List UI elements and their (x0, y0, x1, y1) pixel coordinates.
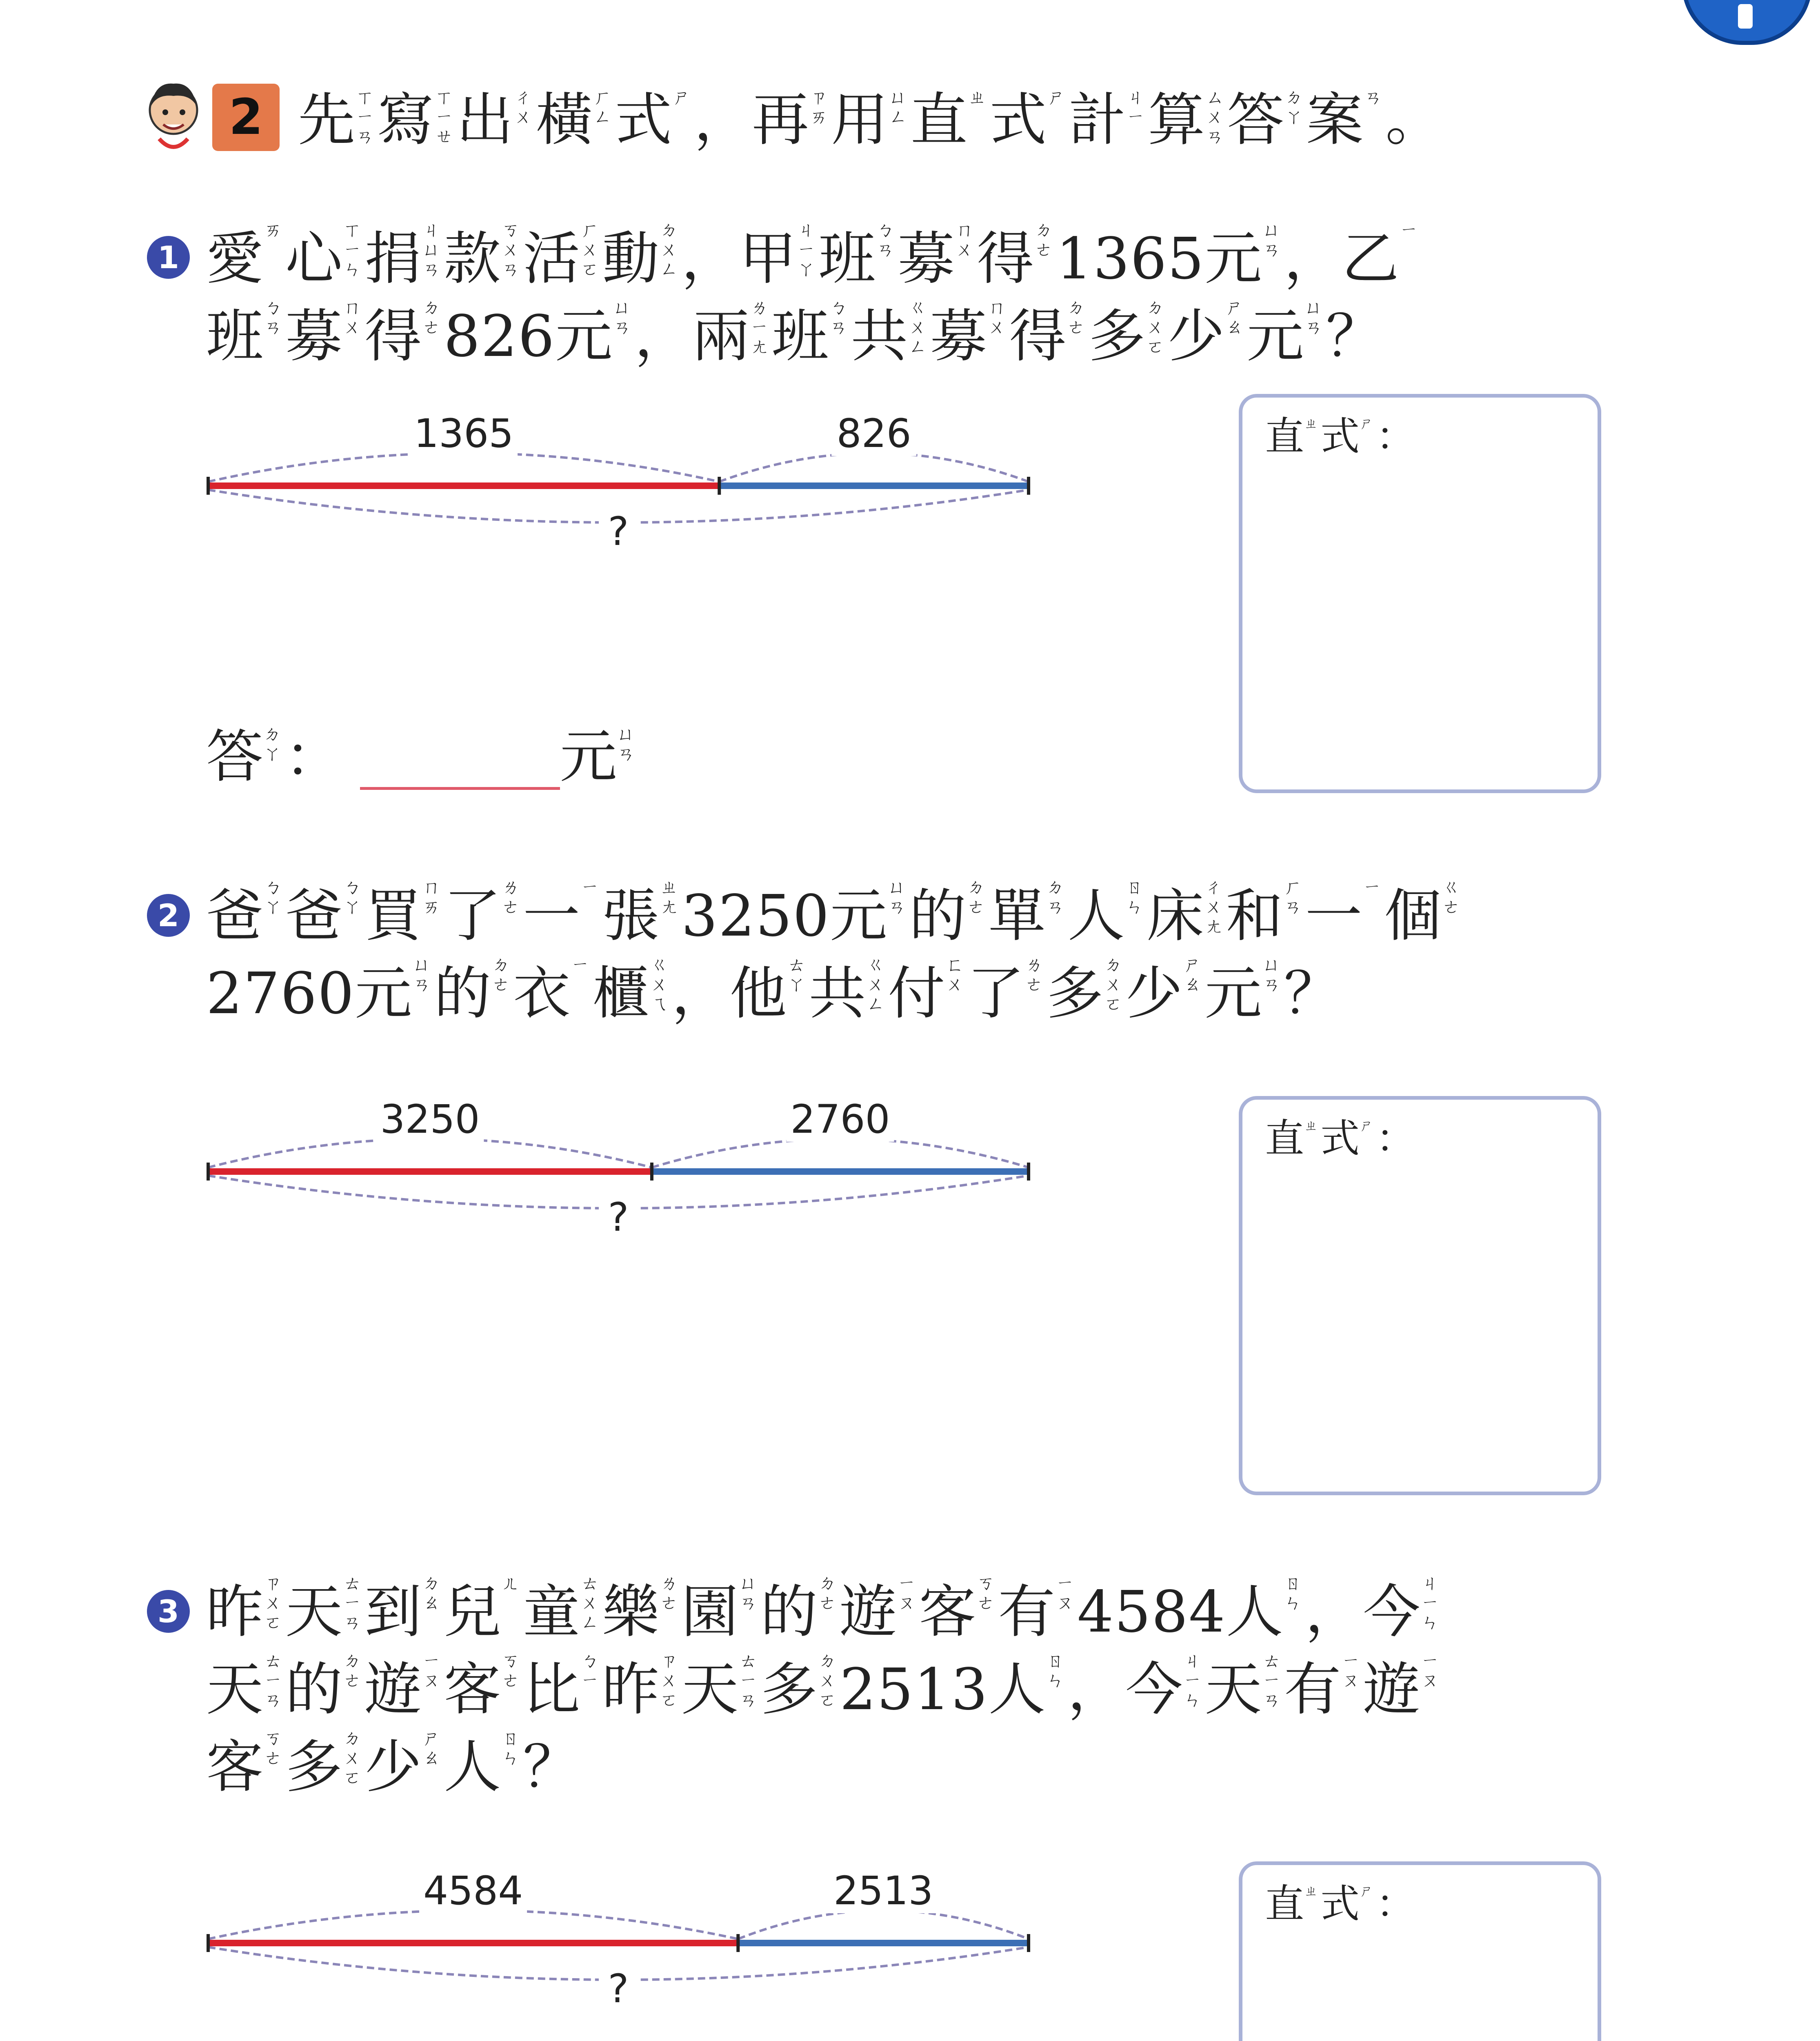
question-zhuyin: ㄉ ㄜ (967, 877, 985, 917)
work-box-colon: ： (1376, 1881, 1415, 1927)
brace-a (208, 453, 719, 482)
question-char: 園 (681, 1579, 740, 1645)
instruction-char: 出 (456, 87, 515, 153)
brace-a (208, 1910, 738, 1939)
question-char: 童 (523, 1579, 581, 1645)
question-1-answer-line (206, 725, 638, 790)
question-zhuyin: ㄧ ㄡ (1056, 1573, 1074, 1613)
question-zhuyin: ㄒ ㄧ ㄣ (343, 220, 362, 280)
answer-colon: ： (284, 724, 342, 790)
question-char: 的 (760, 1579, 819, 1645)
instruction-char: 算 (1148, 87, 1206, 153)
question-zhuyin: ㄎ ㄜ (264, 1728, 282, 1768)
work-box-label-char: 式 (1320, 1881, 1360, 1927)
question-zhuyin: ㄧ ㄡ (422, 1650, 441, 1691)
question-char: 共 (809, 960, 867, 1027)
label-part-b: 2513 (833, 1868, 933, 1914)
question-zhuyin: ㄉ ㄜ (1035, 220, 1053, 260)
question-zhuyin: ㄩ ㄢ (888, 877, 906, 917)
work-box-label (1265, 414, 1415, 459)
question-char: 的 (285, 1656, 344, 1723)
question-char: 心 (285, 226, 344, 292)
question-1-badge: 1 (147, 236, 190, 279)
teacher-avatar-icon (143, 78, 204, 155)
question-zhuyin: ㄉ ㄢ (1046, 877, 1064, 917)
question-zhuyin: ㄉ ㄨ ㄛ (818, 1650, 837, 1710)
work-box-label-zhuyin: ㄕ (1360, 1883, 1373, 1899)
question-char: ， (634, 303, 693, 370)
question-char: ？ (523, 1734, 581, 1801)
question-char: 張 (602, 883, 660, 949)
question-char: 元 (555, 303, 613, 370)
label-total: ? (608, 1966, 629, 2012)
question-char: 到 (364, 1579, 423, 1645)
work-box-label (1265, 1881, 1415, 1926)
question-char: 比 (523, 1656, 581, 1723)
brace-a (208, 1139, 652, 1167)
question-char: 元 (1204, 226, 1263, 292)
instruction-char: 用 (831, 87, 889, 153)
question-char: ， (681, 226, 740, 292)
question-char: 班 (771, 303, 830, 370)
question-zhuyin: ㄧ (571, 954, 589, 975)
question-zhuyin: ㄉ ㄨ ㄛ (1104, 954, 1122, 1014)
instruction-zhuyin: ㄏ ㄥ (593, 87, 612, 127)
question-3-text (206, 1574, 1442, 1806)
question-1-work-box[interactable] (1239, 394, 1601, 793)
question-zhuyin: ㄅ ㄢ (829, 297, 848, 338)
question-zhuyin: ㄗ ㄨ ㄛ (660, 1650, 678, 1710)
question-char: 捐 (364, 226, 423, 292)
question-char: 得 (364, 303, 423, 370)
work-box-label-zhuyin: ㄕ (1360, 1118, 1373, 1134)
question-zhuyin: ㄉ ㄜ (1067, 297, 1085, 338)
question-char: 人 (1226, 1579, 1284, 1645)
question-3-bar-diagram (200, 1857, 1057, 2029)
question-char: ？ (1284, 960, 1342, 1027)
question-zhuyin: ㄖ ㄣ (1046, 1650, 1064, 1691)
question-char: 昨 (206, 1579, 264, 1645)
question-zhuyin: ㄅ ㄢ (264, 297, 282, 338)
instruction-zhuyin: ㄓ (968, 87, 987, 108)
question-char: 和 (1226, 883, 1284, 949)
question-char: 一 (523, 883, 581, 949)
brace-b (738, 1910, 1029, 1939)
question-char: 2513 (840, 1656, 989, 1723)
question-2-text (206, 878, 1464, 1033)
corner-tab[interactable] (1682, 0, 1812, 45)
work-box-label (1265, 1116, 1415, 1161)
question-char: 多 (285, 1734, 344, 1801)
question-char: 人 (988, 1656, 1047, 1723)
question-char: 今 (1125, 1656, 1184, 1723)
question-zhuyin: ㄧ ㄡ (1342, 1650, 1360, 1691)
question-char: 元 (355, 960, 413, 1027)
question-char: 單 (988, 883, 1047, 949)
question-zhuyin: ㄏ ㄢ (1284, 877, 1302, 917)
question-zhuyin: ㄉ ㄨ ㄥ (660, 220, 678, 280)
question-char: 遊 (364, 1656, 423, 1723)
question-zhuyin: ㄖ ㄣ (1284, 1573, 1302, 1613)
question-char: 天 (1204, 1656, 1263, 1723)
question-zhuyin: ㄇ ㄨ (988, 297, 1006, 338)
question-zhuyin: ㄐ ㄩ ㄢ (422, 220, 441, 280)
question-zhuyin: ㄉ ㄜ (818, 1573, 837, 1613)
question-zhuyin: ㄖ ㄣ (502, 1728, 520, 1768)
question-char: 少 (1167, 303, 1226, 370)
question-zhuyin: ㄞ (264, 220, 282, 240)
question-zhuyin: ㄩ ㄢ (613, 297, 631, 338)
question-zhuyin: ㄓ ㄤ (660, 877, 678, 917)
instruction-zhuyin: ㄩ ㄥ (889, 87, 907, 127)
question-zhuyin: ㄩ ㄢ (1262, 954, 1281, 995)
work-box-label-zhuyin: ㄓ (1304, 416, 1318, 432)
answer-blank[interactable] (360, 738, 560, 790)
question-char: 樂 (602, 1579, 660, 1645)
question-zhuyin: ㄌ ㄧ ㄤ (750, 297, 769, 357)
question-char: 乙 (1342, 226, 1400, 292)
answer-label-zhuyin: ㄉ ㄚ (263, 724, 282, 764)
question-zhuyin: ㄎ ㄜ (977, 1573, 995, 1613)
question-zhuyin: ㄐ ㄧ ㄚ (797, 220, 816, 280)
question-zhuyin: ㄧ (581, 877, 599, 898)
instruction-char: 橫 (536, 87, 594, 153)
question-char: 款 (444, 226, 502, 292)
question-char: 2760 (206, 960, 355, 1027)
question-zhuyin: ㄉ ㄠ (422, 1573, 441, 1613)
question-3-badge: 3 (147, 1590, 190, 1633)
question-char: ， (671, 960, 730, 1027)
question-3-work-box[interactable] (1239, 1861, 1601, 2041)
instruction-zhuyin: ㄉ ㄚ (1285, 87, 1303, 127)
question-char: 826 (444, 303, 556, 370)
question-char: 班 (818, 226, 877, 292)
question-char: 床 (1147, 883, 1205, 949)
work-box-label-char: 直 (1265, 1116, 1304, 1161)
label-part-a: 4584 (423, 1868, 523, 1914)
instruction-zhuyin: ㄕ (673, 87, 691, 108)
question-char: 一 (1305, 883, 1363, 949)
question-zhuyin: ㄔ ㄨ ㄤ (1204, 877, 1223, 937)
instruction-zhuyin: ㄐ ㄧ (1127, 87, 1145, 127)
question-char: 客 (919, 1579, 977, 1645)
question-zhuyin: ㄉ ㄜ (343, 1650, 362, 1691)
question-char: 爸 (206, 883, 264, 949)
instruction-zhuyin: ㄙ ㄨ ㄢ (1206, 87, 1224, 147)
label-part-a: 1365 (413, 411, 514, 456)
question-char: 有 (998, 1579, 1056, 1645)
question-zhuyin: ㄉ ㄨ ㄛ (1146, 297, 1164, 357)
question-zhuyin: ㄈ ㄨ (946, 954, 964, 995)
question-zhuyin: ㄐ ㄧ ㄣ (1421, 1573, 1439, 1633)
question-char: 遊 (840, 1579, 898, 1645)
question-1-text (206, 220, 1421, 376)
question-char: 天 (206, 1656, 264, 1723)
instruction-zhuyin: ㄢ (1364, 87, 1382, 108)
question-zhuyin: ㄊ ㄧ ㄢ (739, 1650, 758, 1710)
question-zhuyin: ㄕ ㄠ (1183, 954, 1202, 995)
question-char: 多 (1088, 303, 1147, 370)
question-char: 3250 (681, 883, 830, 949)
answer-unit-zhuyin: ㄩ ㄢ (617, 724, 635, 764)
question-char: 客 (444, 1656, 502, 1723)
question-line (206, 1651, 1442, 1729)
instruction-zhuyin: ㄒ ㄧ ㄢ (356, 87, 374, 147)
work-box-label-zhuyin: ㄓ (1304, 1118, 1318, 1134)
question-char: 天 (681, 1656, 740, 1723)
instruction-char: 直 (910, 87, 969, 153)
instruction-char: ， (694, 87, 752, 153)
question-char: ？ (1326, 303, 1384, 370)
work-box-label-char: 直 (1265, 414, 1304, 459)
question-zhuyin: ㄅ ㄢ (876, 220, 895, 260)
answer-label: 答 (206, 724, 264, 790)
instruction-char: 式 (989, 87, 1048, 153)
question-char: 元 (1204, 960, 1263, 1027)
question-char: 少 (364, 1734, 423, 1801)
question-char: 班 (206, 303, 264, 370)
question-zhuyin: ㄩ ㄢ (1304, 297, 1323, 338)
question-2-work-box[interactable] (1239, 1096, 1601, 1495)
instruction-zhuyin: ㄕ (1047, 87, 1066, 108)
question-zhuyin: ㄧ (1400, 220, 1418, 240)
instruction-char: 計 (1069, 87, 1127, 153)
question-char: 兒 (444, 1579, 502, 1645)
question-char: 人 (1067, 883, 1126, 949)
question-zhuyin: ㄗ ㄨ ㄛ (264, 1573, 282, 1633)
work-box-label-char: 式 (1320, 414, 1360, 459)
instruction-zhuyin: ㄔ ㄨ (514, 87, 533, 127)
question-char: 爸 (285, 883, 344, 949)
question-zhuyin: ㄅ ㄚ (343, 877, 362, 917)
question-2-badge: 2 (147, 894, 190, 937)
question-char: 募 (898, 226, 956, 292)
question-char: 了 (444, 883, 502, 949)
question-zhuyin: ㄉ ㄜ (492, 954, 510, 995)
question-zhuyin: ㄌ ㄜ (660, 1573, 678, 1613)
question-char: 櫃 (592, 960, 651, 1027)
question-zhuyin: ㄏ ㄨ ㄛ (581, 220, 599, 280)
question-char: 得 (977, 226, 1035, 292)
question-zhuyin: ㄇ ㄞ (422, 877, 441, 917)
question-line (206, 220, 1421, 298)
question-zhuyin: ㄍ ㄨ ㄥ (867, 954, 885, 1014)
question-char: 動 (602, 226, 660, 292)
question-char: ， (1067, 1656, 1126, 1723)
question-zhuyin: ㄦ (502, 1573, 520, 1594)
question-char: 募 (285, 303, 344, 370)
instruction-zhuyin: ㄗ ㄞ (810, 87, 828, 127)
work-box-label-char: 直 (1265, 1881, 1304, 1927)
question-char: 愛 (206, 226, 264, 292)
question-line (206, 955, 1464, 1033)
question-zhuyin: ㄧ ㄡ (898, 1573, 916, 1613)
question-char: 遊 (1363, 1656, 1421, 1723)
label-part-a: 3250 (380, 1096, 480, 1142)
label-part-b: 826 (836, 411, 911, 456)
question-char: 付 (888, 960, 946, 1027)
question-1-bar-diagram (200, 400, 1057, 571)
instruction-char: 案 (1306, 87, 1364, 153)
work-box-label-zhuyin: ㄓ (1304, 1883, 1318, 1899)
question-zhuyin: ㄩ ㄢ (413, 954, 431, 995)
question-char: 天 (285, 1579, 344, 1645)
question-char: ， (1305, 1579, 1363, 1645)
question-char: 的 (434, 960, 492, 1027)
instruction-char: 先 (298, 87, 356, 153)
question-zhuyin: ㄌ ㄜ (502, 877, 520, 917)
question-zhuyin: ㄎ ㄨ ㄢ (502, 220, 520, 280)
work-box-label-char: 式 (1320, 1116, 1360, 1161)
question-char: ， (1284, 226, 1342, 292)
question-zhuyin: ㄊ ㄚ (787, 954, 806, 995)
question-char: 買 (364, 883, 423, 949)
question-char: 有 (1284, 1656, 1342, 1723)
question-zhuyin: ㄩ ㄢ (1262, 220, 1281, 260)
question-char: 多 (1046, 960, 1104, 1027)
instruction-char: 再 (752, 87, 810, 153)
question-char: 元 (830, 883, 888, 949)
question-zhuyin: ㄇ ㄨ (343, 297, 362, 338)
question-zhuyin: ㄉ ㄜ (422, 297, 441, 338)
label-total: ? (608, 509, 629, 554)
question-char: 衣 (513, 960, 571, 1027)
question-char: 4584 (1077, 1579, 1226, 1645)
question-zhuyin: ㄅ ㄧ (581, 1650, 599, 1691)
question-zhuyin: ㄧ (1363, 877, 1381, 898)
instruction-char: 式 (615, 87, 673, 153)
question-zhuyin: ㄇ ㄨ (956, 220, 974, 260)
question-char: 元 (1247, 303, 1305, 370)
instruction-text (298, 88, 1443, 153)
question-zhuyin: ㄩ ㄢ (739, 1573, 758, 1613)
question-zhuyin: ㄖ ㄣ (1125, 877, 1144, 917)
question-char: 人 (444, 1734, 502, 1801)
info-icon (1738, 4, 1753, 29)
question-zhuyin: ㄅ ㄚ (264, 877, 282, 917)
label-total: ? (608, 1194, 629, 1240)
question-zhuyin: ㄊ ㄧ ㄢ (1262, 1650, 1281, 1710)
question-char: 昨 (602, 1656, 660, 1723)
question-zhuyin: ㄐ ㄧ ㄣ (1183, 1650, 1202, 1710)
question-char: 得 (1009, 303, 1067, 370)
question-2-bar-diagram (200, 1086, 1057, 1257)
instruction-zhuyin: ㄒ ㄧ ㄝ (435, 87, 453, 147)
question-zhuyin: ㄍ ㄜ (1442, 877, 1460, 917)
work-box-label-zhuyin: ㄕ (1360, 416, 1373, 432)
question-char: 了 (967, 960, 1025, 1027)
instruction-char: 寫 (377, 87, 436, 153)
question-zhuyin: ㄉ ㄨ ㄛ (343, 1728, 362, 1788)
question-line (206, 298, 1421, 376)
question-line (206, 1574, 1442, 1651)
question-char: 1365 (1056, 226, 1205, 292)
question-zhuyin: ㄕ ㄠ (1225, 297, 1244, 338)
question-zhuyin: ㄧ ㄡ (1421, 1650, 1439, 1691)
question-line (206, 1729, 1442, 1806)
instruction-char: 答 (1227, 87, 1285, 153)
work-box-colon: ： (1376, 414, 1415, 459)
question-char: 甲 (739, 226, 798, 292)
question-char: 個 (1384, 883, 1442, 949)
brace-b (719, 453, 1029, 482)
section-number-badge: 2 (212, 84, 280, 151)
question-char: 多 (760, 1656, 819, 1723)
question-char: 少 (1125, 960, 1184, 1027)
question-zhuyin: ㄊ ㄧ ㄢ (264, 1650, 282, 1710)
question-line (206, 878, 1464, 955)
label-part-b: 2760 (790, 1096, 890, 1142)
question-char: 共 (851, 303, 909, 370)
question-char: 客 (206, 1734, 264, 1801)
question-char: 的 (909, 883, 967, 949)
question-char: 募 (930, 303, 988, 370)
question-zhuyin: ㄊ ㄨ ㄥ (581, 1573, 599, 1633)
question-char: 活 (523, 226, 581, 292)
question-zhuyin: ㄕ ㄠ (422, 1728, 441, 1768)
question-char: 今 (1363, 1579, 1421, 1645)
question-char: 兩 (692, 303, 751, 370)
answer-unit: 元 (560, 724, 617, 790)
instruction-char: 。 (1385, 87, 1444, 153)
question-zhuyin: ㄊ ㄧ ㄢ (343, 1573, 362, 1633)
question-zhuyin: ㄍ ㄨ ㄥ (909, 297, 927, 357)
work-box-colon: ： (1376, 1116, 1415, 1161)
question-char: 他 (729, 960, 788, 1027)
question-zhuyin: ㄌ ㄜ (1025, 954, 1043, 995)
question-zhuyin: ㄎ ㄜ (502, 1650, 520, 1691)
brace-b (652, 1139, 1029, 1167)
question-zhuyin: ㄍ ㄨ ㄟ (650, 954, 669, 1014)
